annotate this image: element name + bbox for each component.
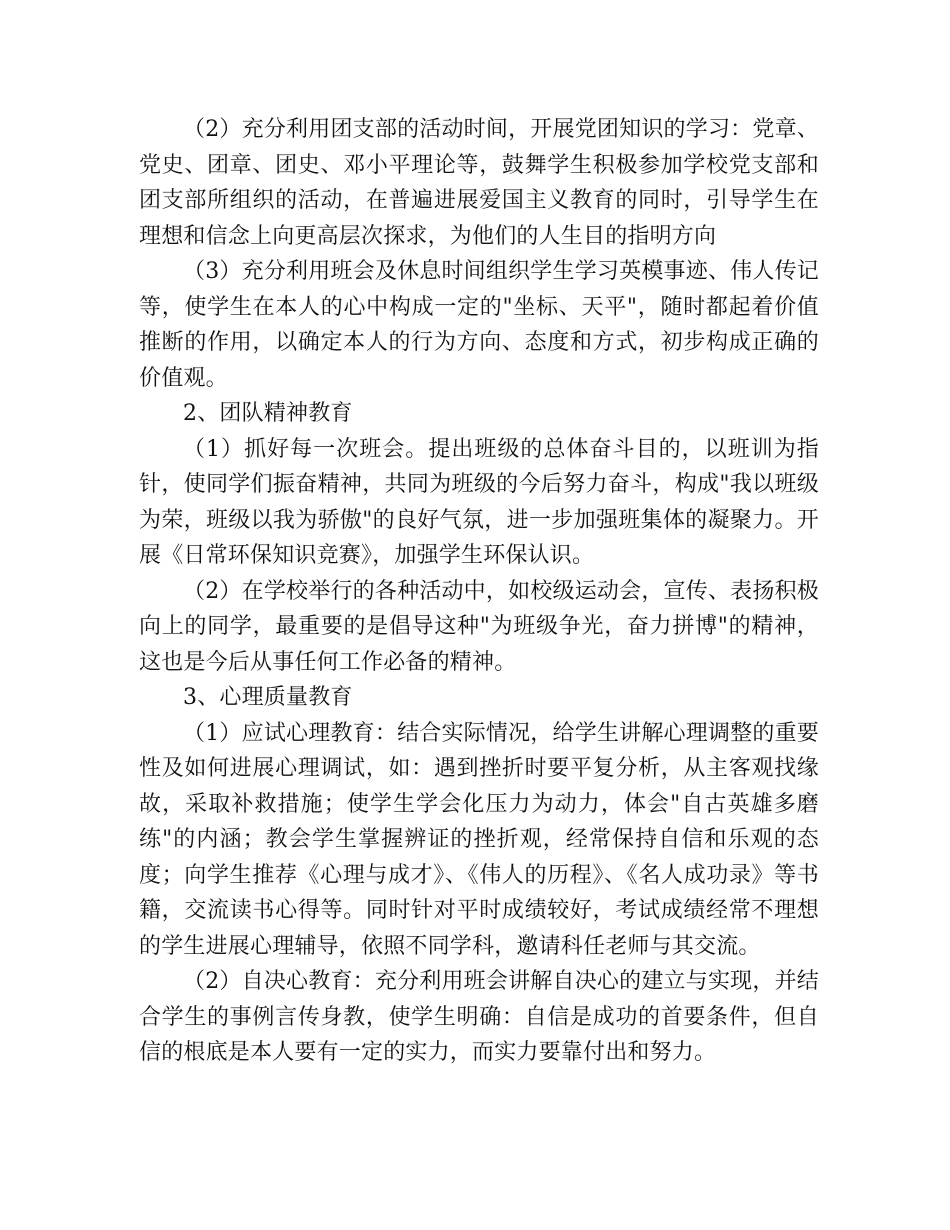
paragraph-party-knowledge: （2）充分利用团支部的活动时间，开展党团知识的学习：党章、党史、团章、团史、邓小平理论等，鼓舞学生积极参加学校党支部和团支部所组织的活动，在普遍进展爱国主义教育的同时，引导学生在理想和信念上向更高层次探求，为他们的人生目的指明方向 [139, 117, 819, 249]
document-body [139, 112, 819, 1071]
paragraph-exam-psychology: （1）应试心理教育：结合实际情况，给学生讲解心理调整的重要性及如何进展心理调试，如：遇到挫折时要平复分析，从主客观找缘故，采取补救措施；使学生学会化压力为动力，体会"自古英雄多磨练"的内涵；教会学生掌握辨证的挫折观，经常保持自信和乐观的态度；向学生推荐《心理与成才》、《伟人的历程》、《名人成功录》等书籍，交流读书心得等。同时针对平时成绩较好，考试成绩经常不理想的学生进展心理辅导，依照不同学科，邀请科任老师与其交流。 [139, 720, 819, 959]
paragraph-self-confidence: （2）自决心教育：充分利用班会讲解自决心的建立与实现，并结合学生的事例言传身教，使学生明确：自信是成功的首要条件，但自信的根底是本人要有一定的实力，而实力要靠付出和努力。 [139, 969, 819, 1065]
paragraph-role-models: （3）充分利用班会及休息时间组织学生学习英模事迹、伟人传记等，使学生在本人的心中构成一定的"坐标、天平"，随时都起着价值推断的作用，以确定本人的行为方向、态度和方式，初步构成正确的价值观。 [139, 259, 819, 391]
paragraph-class-meeting: （1）抓好每一次班会。提出班级的总体奋斗目的，以班训为指针，使同学们振奋精神，共同为班级的今后努力奋斗，构成"我以班级为荣，班级以我为骄傲"的良好气氛，进一步加强班集体的凝聚力。开展《日常环保知识竞赛》，加强学生环保认识。 [139, 436, 819, 568]
section-heading-team-spirit: 2、团队精神教育 [183, 401, 353, 426]
section-heading-psychology: 3、心理质量教育 [183, 685, 353, 710]
paragraph-school-activities: （2）在学校举行的各种活动中，如校级运动会，宣传、表扬积极向上的同学，最重要的是倡导这种"为班级争光，奋力拼博"的精神，这也是今后从事任何工作必备的精神。 [139, 578, 819, 675]
